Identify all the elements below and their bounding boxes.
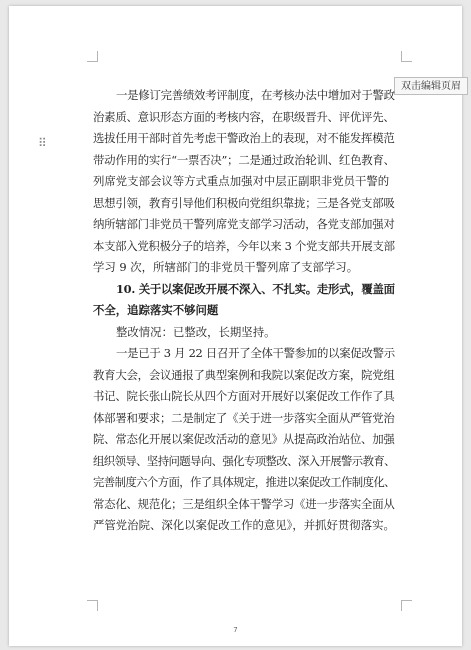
paragraph-line: 整改情况：已整改，长期坚持。 [116, 324, 276, 339]
paragraph-line: 带动作用的实行“一票否决”；二是通过政治轮训、红色教育、 [93, 152, 395, 167]
margin-corner-mark [87, 51, 98, 62]
paragraph-line: 一是已于 3 月 22 日召开了全体干警参加的以案促改警示 [116, 346, 395, 360]
paragraph-line: 组织领导、坚持问题导向、强化专项整改、深入开展警示教育、 [93, 453, 395, 468]
paragraph-line: 教育大会，会议通报了典型案例和我院以案促改方案，院党组 [93, 367, 395, 382]
paragraph-line: 思想引领，教育引导他们积极向党组织靠拢；三是各党支部吸 [93, 195, 395, 210]
paragraph-line: 书记、院长张山院长从四个方面对开展好以案促改工作作了具 [93, 389, 395, 403]
paragraph-line: 严管党治院、深化以案促改工作的意见》，并抓好贯彻落实。 [93, 518, 395, 532]
margin-corner-mark [401, 51, 412, 62]
document-body[interactable] [93, 85, 395, 537]
paragraph-line: 本支部入党积极分子的培养，今年以来 3 个党支部共开展支部 [93, 238, 395, 253]
paragraph-line: 纳所辖部门非党员干警列席党支部学习活动，各党支部加强对 [93, 217, 395, 231]
margin-corner-mark [401, 600, 412, 611]
paragraph-line: 治素质、意识形态方面的考核内容，在职级晋升、评优评先、 [93, 109, 395, 124]
section-heading-line: 不全，追踪落实不够问题 [93, 303, 219, 317]
paragraph-line: 学习 9 次，所辖部门的非党员干警列席了支部学习。 [93, 260, 359, 274]
section-heading-line: 10. 关于以案促改开展不深入、不扎实。走形式，覆盖面 [116, 281, 395, 296]
edit-header-button[interactable]: 双击编辑页眉 [394, 77, 468, 95]
paragraph-line: 列席党支部会议等方式重点加强对中层正副职非党员干警的 [93, 174, 390, 188]
paragraph-line: 常态化、规范化；三是组织全体干警学习《进一步落实全面从 [93, 496, 395, 511]
paragraph-line: 院、常态化开展以案促改活动的意见》从提高政治站位、加强 [93, 432, 395, 446]
paragraph-line: 体部署和要求；二是制定了《关于进一步落实全面从严管党治 [93, 410, 395, 425]
margin-corner-mark [87, 600, 98, 611]
page-number: 7 [233, 626, 238, 634]
paragraph-drag-handle-icon[interactable]: ⠿ [38, 136, 47, 150]
paragraph-line: 完善制度六个方面，作了具体规定，推进以案促改工作制度化、 [93, 475, 395, 489]
paragraph-line: 一是修订完善绩效考评制度，在考核办法中增加对于警政 [116, 88, 395, 102]
paragraph-line: 选拔任用干部时首先考虑干警政治上的表现，对不能发挥模范 [93, 131, 395, 145]
